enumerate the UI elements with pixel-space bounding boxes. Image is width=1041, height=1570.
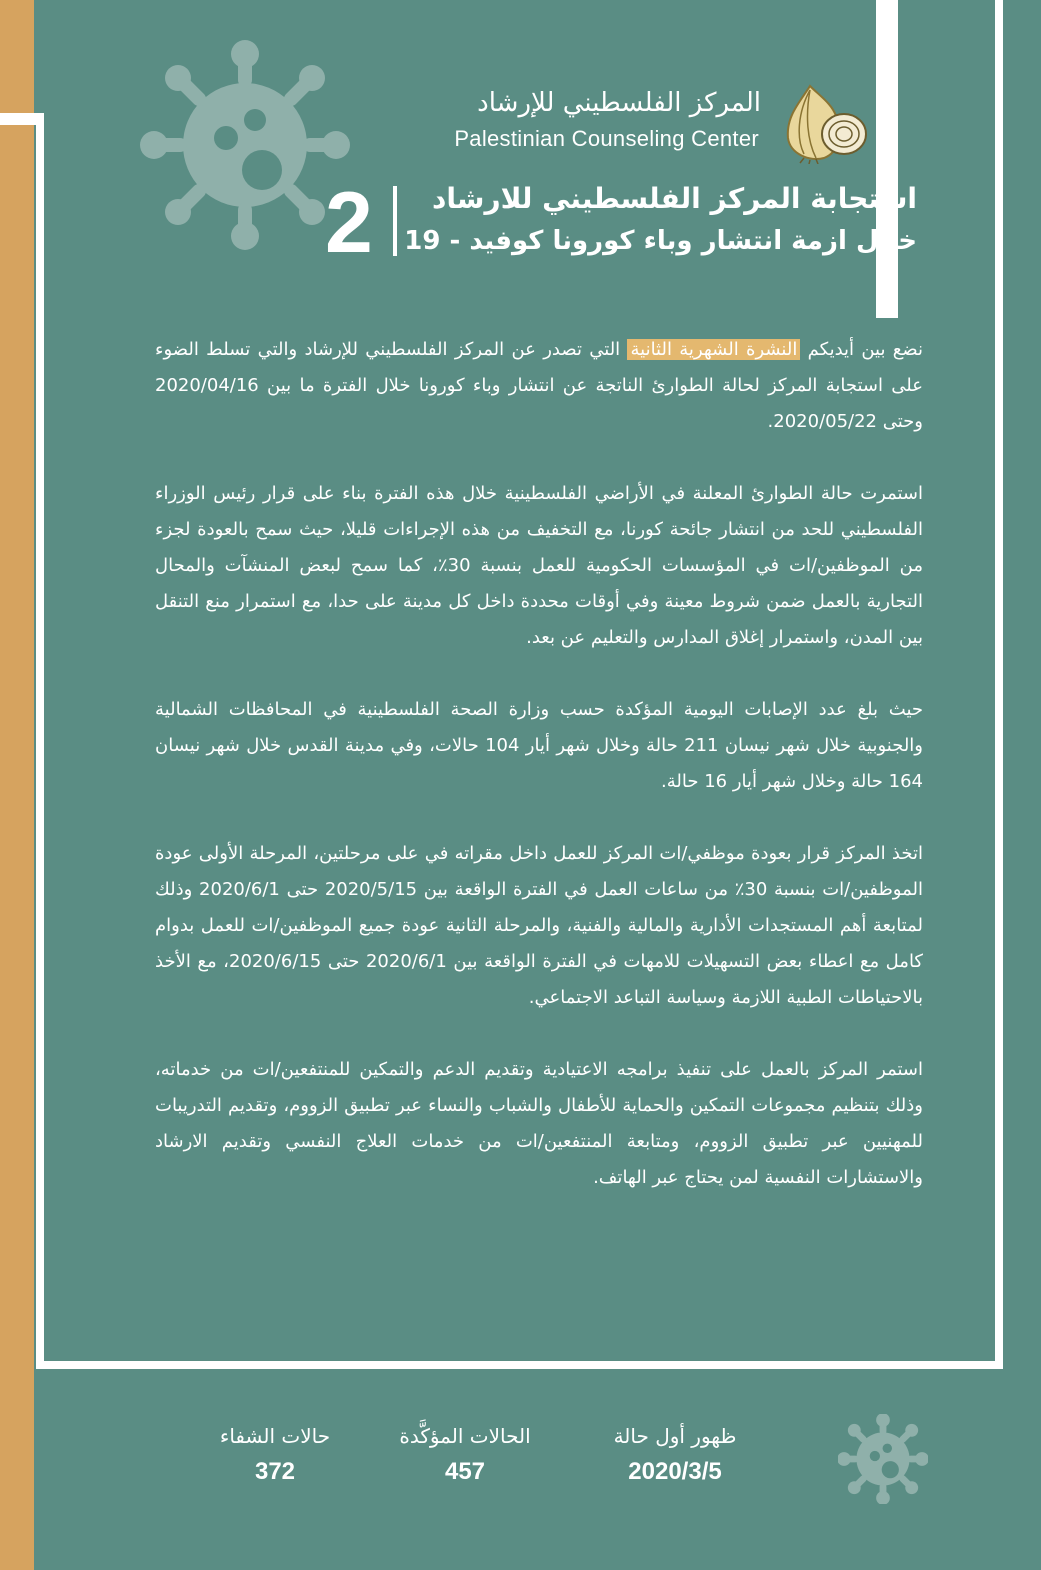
stat-first-case-value: 2020/3/5 bbox=[628, 1458, 722, 1485]
frame-top-right-bar bbox=[876, 0, 898, 318]
page-title: استجابة المركز الفلسطيني للارشاد bbox=[432, 182, 917, 215]
frame-right-vertical bbox=[995, 0, 1003, 1369]
bulletin-body bbox=[155, 332, 923, 1232]
stat-first-case-label: ظهور أول حالة bbox=[613, 1424, 737, 1448]
virus-icon bbox=[140, 40, 350, 250]
onion-logo-icon bbox=[780, 82, 872, 164]
frame-left-vertical bbox=[36, 113, 44, 1369]
paragraph-return-to-work: اتخذ المركز قرار بعودة موظفي/ات المركز للعمل داخل مقراته في على مرحلتين، المرحلة الأولى عودة الموظفين/ات بنسبة 30٪ من ساعات العمل في الفترة الواقعة بين 2020/5/15 حتى 2020/6/1 وذلك لمتابعة أهم المستجدات الأدارية والمالية والفنية، والمرحلة الثانية عودة جميع الموظفين/ات للعمل بدوام كامل مع اعطاء بعض التسهيلات للامهات في الفترة الواقعة بين 2020/6/1 حتى 2020/6/15، مع الأخذ بالاحتياطات الطبية اللازمة وسياسة التباعد الاجتماعي. bbox=[155, 843, 923, 1008]
page-subtitle: خلال ازمة انتشار وباء كورونا كوفيد - 19 bbox=[404, 226, 917, 256]
stat-confirmed-label: الحالات المؤكَّدة bbox=[399, 1424, 531, 1448]
issue-number: 2 bbox=[325, 175, 373, 271]
paragraph-intro-end: التي تصدر عن المركز الفلسطيني للإرشاد والتي تسلط الضوء على استجابة المركز لحالة الطوارئ الناتجة عن انتشار وباء كورونا خلال الفترة ما بين 2020/04/16 وحتى 2020/05/22. bbox=[155, 339, 923, 432]
accent-stripe bbox=[0, 0, 34, 1570]
stat-recovered-label: حالات الشفاء bbox=[219, 1424, 331, 1448]
org-name-arabic: المركز الفلسطيني للإرشاد bbox=[477, 88, 761, 118]
paragraph-programs: استمر المركز بالعمل على تنفيذ برامجه الاعتيادية وتقديم الدعم والتمكين للمنتفعين/ات من خدماته، وذلك بتنظيم مجموعات التمكين والحماية للأطفال والشباب والنساء عبر تطبيق الزووم، وتقديم التدريبات للمهنيين عبر تطبيق الزووم، ومتابعة المنتفعين/ات من خدمات العلاج النفسي وتقديم الارشاد والاستشارات النفسية لمن يحتاج عبر الهاتف. bbox=[155, 1059, 923, 1188]
stat-recovered-value: 372 bbox=[254, 1458, 296, 1485]
title-divider bbox=[393, 186, 397, 256]
highlight-bulletin-name: النشرة الشهرية الثانية bbox=[627, 339, 800, 360]
paragraph-emergency: استمرت حالة الطوارئ المعلنة في الأراضي الفلسطينية خلال هذه الفترة بناء على قرار رئيس الوزراء الفلسطيني للحد من انتشار جائحة كورنا، مع التخفيف من هذه الإجراءات قليلا، حيث سمح بالعودة لجزء من الموظفين/ات في المؤسسات الحكومية للعمل بنسبة 30٪، كما سمح لبعض المنشآت والمحال التجارية بالعمل ضمن شروط معينة وفي أوقات محددة داخل كل مدينة على حدا، مع استمرار منع التنقل بين المدن، واستمرار إغلاق المدارس والتعليم عن بعد. bbox=[155, 483, 923, 648]
frame-bottom bbox=[36, 1361, 1002, 1369]
paragraph-cases: حيث بلغ عدد الإصابات اليومية المؤكدة حسب وزارة الصحة الفلسطينية في المحافظات الشمالية والجنوبية خلال شهر نيسان 211 حالة وخلال شهر أيار 104 حالات، وفي مدينة القدس خلال شهر نيسان 164 حالة وخلال شهر أيار 16 حالة. bbox=[155, 699, 923, 792]
org-name-english: Palestinian Counseling Center bbox=[454, 126, 759, 151]
virus-icon-small bbox=[838, 1414, 928, 1504]
stat-confirmed-value: 457 bbox=[444, 1458, 486, 1485]
paragraph-intro bbox=[155, 332, 923, 440]
paragraph-intro-start: نضع بين أيديكم bbox=[800, 339, 923, 360]
